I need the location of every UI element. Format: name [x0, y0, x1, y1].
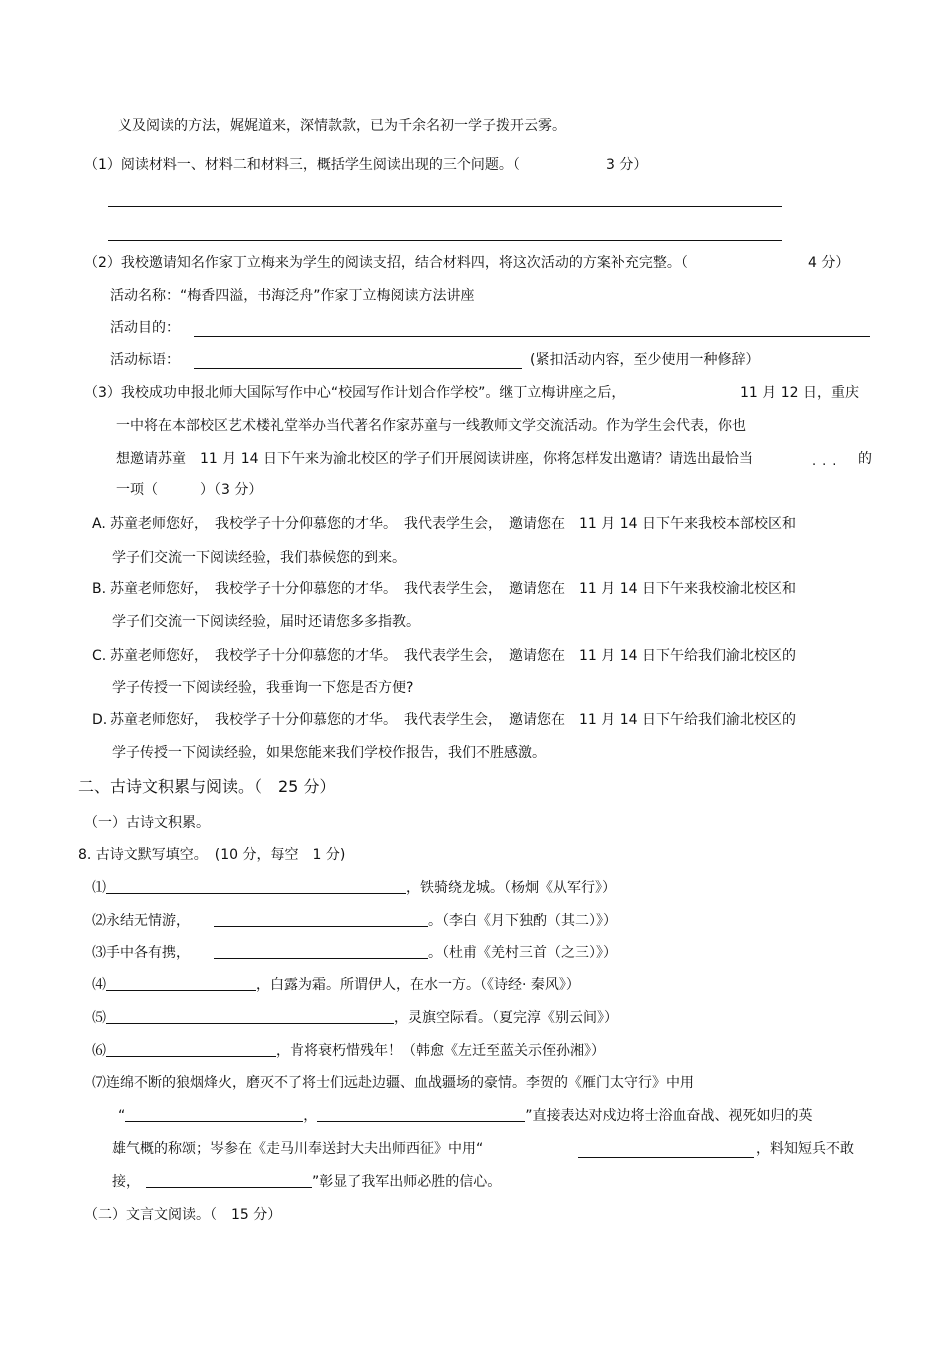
- fill-7-blank-1[interactable]: [125, 1107, 303, 1122]
- fill-7-line-1: [92, 1073, 694, 1093]
- fill-7-line-4-end: ”彰显了我军出师必胜的信心。: [312, 1174, 502, 1190]
- fill-7-blank-2[interactable]: [317, 1107, 525, 1122]
- fill-5-after: ，灵旗空际看。（夏完淳《别云间》）: [394, 1010, 618, 1026]
- fill-4-after: ，白露为霜。所谓伊人，在水一方。（《诗经· 秦风》）: [256, 977, 580, 993]
- option-a-label[interactable]: A.: [92, 516, 106, 532]
- fill-7-open-quote: “: [118, 1108, 126, 1124]
- fill-6-number: ⑹: [92, 1043, 106, 1059]
- option-b-line-2: 学子们交流一下阅读经验，届时还请您多多指教。: [112, 614, 420, 630]
- question-3-line-2: 一中将在本部校区艺术楼礼堂举办当代著名作家苏童与一线教师文学交流活动。作为学生会代表，你也: [116, 418, 746, 434]
- fill-4-blank[interactable]: [106, 976, 256, 991]
- fill-6-blank[interactable]: [106, 1042, 276, 1057]
- fill-5-blank[interactable]: [106, 1009, 394, 1024]
- option-b-label[interactable]: B.: [92, 581, 107, 597]
- fill-3-blank[interactable]: [214, 944, 428, 959]
- fill-7-text: 连绵不断的狼烟烽火，磨灭不了将士们远赴边疆、血战疆场的豪情。李贺的《雁门太守行》中用: [106, 1075, 694, 1091]
- activity-purpose-blank[interactable]: [194, 336, 870, 337]
- question-3-line-3: 想邀请苏童 11 月 14 日下午来为渝北校区的学子们开展阅读讲座，你将怎样发出邀请？请选出最恰当: [116, 451, 753, 467]
- fill-7-line-3: 雄气概的称颂；岑参在《走马川奉送封大夫出师西征》中用“: [112, 1141, 484, 1157]
- fill-3-number: ⑶: [92, 945, 106, 961]
- question-2-score: 4 分）: [808, 255, 850, 271]
- option-c-label[interactable]: C.: [92, 648, 107, 664]
- fill-6: [92, 1041, 605, 1061]
- question-1-score: 3 分）: [606, 157, 648, 173]
- fill-4-number: ⑷: [92, 977, 106, 993]
- activity-name: 活动名称：“梅香四溢，书海泛舟”作家丁立梅阅读方法讲座: [110, 288, 475, 304]
- fill-2-number: ⑵: [92, 913, 106, 929]
- fill-1-after: ，铁骑绕龙城。（杨炯《从军行》）: [406, 880, 616, 896]
- subsection-2-title: （二）文言文阅读。（ 15 分）: [84, 1207, 282, 1223]
- fill-7-line-2: [118, 1106, 813, 1126]
- fill-5: [92, 1008, 618, 1028]
- fill-7-number: ⑺: [92, 1075, 106, 1091]
- option-a-line-2: 学子们交流一下阅读经验，我们恭候您的到来。: [112, 550, 406, 566]
- fill-4: [92, 975, 580, 995]
- answer-line-1[interactable]: [108, 206, 782, 207]
- activity-slogan-hint: (紧扣活动内容，至少使用一种修辞）: [530, 352, 760, 368]
- subsection-1-title: （一）古诗文积累。: [84, 815, 210, 831]
- fill-7-line-3-end: ，料知短兵不敢: [756, 1141, 854, 1157]
- option-c-line-1: 苏童老师您好， 我校学子十分仰慕您的才华。 我代表学生会， 邀请您在 11 月 14 日下午给我们渝北校区的: [110, 648, 796, 664]
- fill-7-comma: ，: [303, 1108, 318, 1124]
- question-8-title: 8. 古诗文默写填空。 (10 分，每空 1 分): [78, 847, 346, 863]
- question-3-line-4: 一项（ ）（3 分）: [116, 482, 263, 498]
- fill-2-blank[interactable]: [214, 912, 428, 927]
- question-3-line-1: （3）我校成功申报北师大国际写作中心“校园写作计划合作学校”。继丁立梅讲座之后，: [84, 385, 626, 401]
- fill-3: [92, 943, 617, 963]
- question-1-text: （1）阅读材料一、材料二和材料三，概括学生阅读出现的三个问题。（: [84, 157, 520, 173]
- fill-7-line-4: [112, 1172, 501, 1192]
- fill-1-number: ⑴: [92, 880, 106, 896]
- option-b-line-1: 苏童老师您好， 我校学子十分仰慕您的才华。 我代表学生会， 邀请您在 11 月 14 日下午来我校渝北校区和: [110, 581, 796, 597]
- fill-2: [92, 911, 617, 931]
- activity-purpose-label: 活动目的：: [110, 320, 180, 336]
- fill-1: [92, 878, 616, 898]
- question-3-line-3-end: 的: [858, 451, 872, 467]
- activity-slogan-blank[interactable]: [194, 368, 522, 369]
- fill-7-blank-3[interactable]: [578, 1157, 754, 1158]
- fill-7-blank-4[interactable]: [146, 1173, 312, 1188]
- option-c-line-2: 学子传授一下阅读经验，我垂询一下您是否方便?: [112, 680, 414, 696]
- answer-line-2[interactable]: [108, 240, 782, 241]
- activity-slogan-label: 活动标语：: [110, 352, 180, 368]
- fill-5-number: ⑸: [92, 1010, 106, 1026]
- option-d-line-1: 苏童老师您好， 我校学子十分仰慕您的才华。 我代表学生会， 邀请您在 11 月 14 日下午给我们渝北校区的: [110, 712, 796, 728]
- fill-1-blank[interactable]: [106, 879, 406, 894]
- fill-7-line-4-start: 接，: [112, 1174, 140, 1190]
- fill-2-before: 永结无情游，: [106, 913, 190, 929]
- emphasis-dots: ...: [812, 454, 843, 469]
- fill-2-after: 。（李白《月下独酌（其二）》）: [428, 913, 617, 929]
- intro-line: 义及阅读的方法，娓娓道来，深情款款，已为千余名初一学子拨开云雾。: [118, 118, 566, 134]
- option-d-label[interactable]: D.: [92, 712, 108, 728]
- section-2-title: 二、古诗文积累与阅读。（ 25 分）: [78, 777, 336, 796]
- option-d-line-2: 学子传授一下阅读经验，如果您能来我们学校作报告，我们不胜感激。: [112, 745, 546, 761]
- fill-3-before: 手中各有携，: [106, 945, 190, 961]
- question-3-date: 11 月 12 日，重庆: [740, 385, 859, 401]
- fill-3-after: 。（杜甫《羌村三首（之三）》）: [428, 945, 617, 961]
- option-a-line-1: 苏童老师您好， 我校学子十分仰慕您的才华。 我代表学生会， 邀请您在 11 月 14 日下午来我校本部校区和: [110, 516, 796, 532]
- question-2-text: （2）我校邀请知名作家丁立梅来为学生的阅读支招，结合材料四，将这次活动的方案补充完整。（: [84, 255, 688, 271]
- fill-6-after: ，肯将衰朽惜残年！（韩愈《左迁至蓝关示侄孙湘》）: [276, 1043, 605, 1059]
- fill-7-close-text: ”直接表达对戍边将士浴血奋战、视死如归的英: [525, 1108, 813, 1124]
